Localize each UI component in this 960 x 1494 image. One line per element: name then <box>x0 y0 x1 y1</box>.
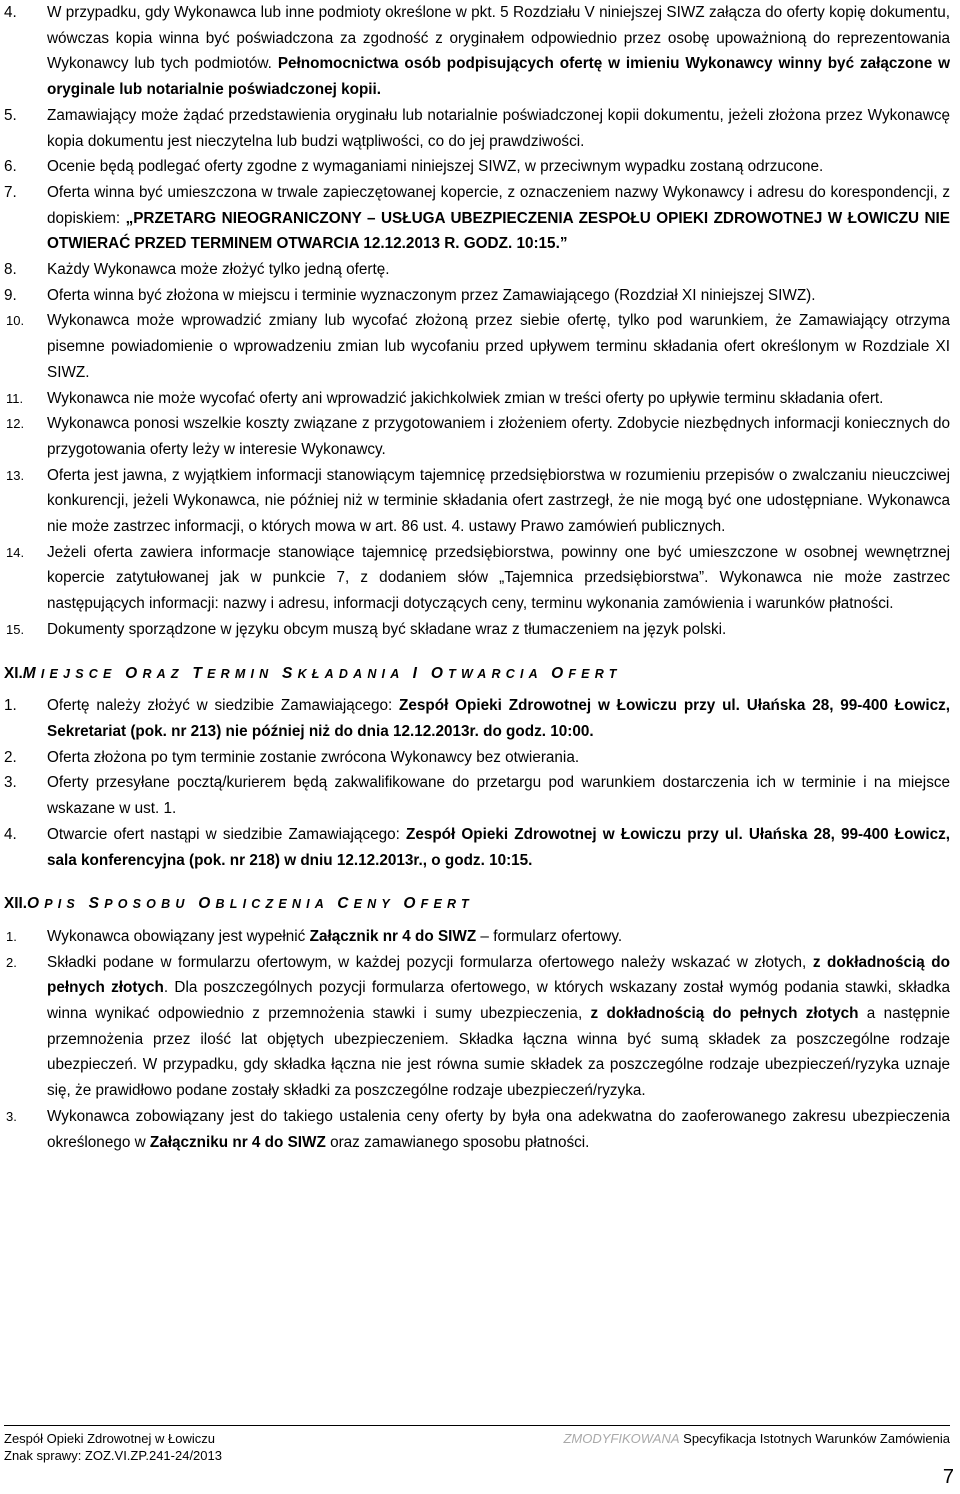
requirement-item <box>4 180 950 257</box>
document-body <box>4 0 950 1155</box>
item-text: Otwarcie ofert nastąpi w siedzibie Zamawiającego: <box>47 825 406 843</box>
item-text: Oferta winna być złożona w miejscu i terminie wyznaczonym przez Zamawiającego (Rozdział XI niniejszej SIWZ). <box>47 286 816 304</box>
item-text-bold: Załączniku nr 4 do SIWZ <box>149 1133 326 1151</box>
item-number: 14. <box>6 544 25 560</box>
item-number: 8. <box>4 261 17 279</box>
section-xi-item <box>4 745 950 771</box>
requirement-item <box>4 103 950 154</box>
item-text: Ocenie będą podlegać oferty zgodne z wymaganiami niniejszej SIWZ, w przeciwnym wypadku zostaną odrzucone. <box>47 158 824 176</box>
item-text: Wykonawca zobowiązany jest do takiego ustalenia ceny oferty by była ona adekwatna do zaoferowanego zakresu ubezpieczenia określonego w <box>47 1107 950 1151</box>
item-number: 4. <box>4 4 17 21</box>
item-number: 1. <box>4 697 17 715</box>
item-text-bold: Pełnomocnictwa osób podpisujących ofertę w imieniu Wykonawcy winny być załączone w oryginale lub notarialnie poświadczonej kopii. <box>47 55 950 99</box>
item-text: a następnie przemnożenia przez ilość lat objętych ubezpieczeniem. Składka łączna winna być sumą składek za poszczególne rodzaje ubezpieczeń. W przypadku, gdy składka łączna nie jest równa sumie składek za poszczególne rodzaje ubezpieczeń/ryzyka uznaje się, że prawidłowo podane zostały składki za poszczególne rodzaje ubezpieczeń/ryzyka. <box>47 1005 950 1100</box>
footer-org: Zespół Opieki Zdrowotnej w Łowiczu <box>4 1431 215 1446</box>
requirement-item <box>4 386 950 412</box>
item-text-bold: „PRZETARG NIEOGRANICZONY – USŁUGA UBEZPIECZENIA ZESPOŁU OPIEKI ZDROWOTNEJ W ŁOWICZU NIE OTWIERAĆ PRZED TERMINEM OTWARCIA 12.12.2013 R. GODZ. 10:15.” <box>47 209 950 253</box>
requirement-item <box>4 463 950 540</box>
item-text: Dokumenty sporządzone w języku obcym muszą być składane wraz z tłumaczeniem na język polski. <box>47 620 727 638</box>
item-text: Oferta jest jawna, z wyjątkiem informacji stanowiącym tajemnicę przedsiębiorstwa w rozumieniu przepisów o zwalczaniu nieuczciwej konkurencji, jeżeli Wykonawca, nie później niż w terminie składania ofert zastrzegł, że nie mogą być one udostępniane. Wykonawca nie może zastrzec informacji, o których mowa w art. 86 ust. 4. ustawy Prawo zamówień publicznych. <box>47 466 950 536</box>
item-number: 3. <box>6 1108 17 1124</box>
item-text: Oferty przesyłane pocztą/kurierem będą zakwalifikowane do przetargu pod warunkiem dostarczenia ich w terminie i na miejsce wskazane w ust. 1. <box>47 774 950 818</box>
page-footer <box>4 1425 950 1463</box>
footer-spec-title: Specyfikacja Istotnych Warunków Zamówienia <box>679 1431 950 1446</box>
item-number: 4. <box>4 825 17 843</box>
item-text: Oferta złożona po tym terminie zostanie zwrócona Wykonawcy bez otwierania. <box>47 748 580 766</box>
item-text-bold: z dokładnością do pełnych złotych <box>590 1005 859 1023</box>
section-xi-number: XI. <box>4 664 23 682</box>
requirement-item <box>4 257 950 283</box>
item-text: Wykonawca może wprowadzić zmiany lub wycofać złożoną przez siebie ofertę, tylko pod warunkiem, że Zamawiający otrzyma pisemne powiadomienie o wprowadzeniu zmian lub wycofaniu przed upływem terminu składania ofert określonym w Rozdziale XI SIWZ. <box>47 312 950 381</box>
item-text: W przypadku, gdy Wykonawca lub inne podmioty określone w pkt. 5 Rozdziału V niniejszej SIWZ załącza do oferty kopię dokumentu, wówczas kopia winna być poświadczona za zgodność z oryginałem odpowiednio przez osobę upoważnioną do reprezentowania Wykonawcy lub tych podmiotów. <box>47 4 950 73</box>
item-text: . Dla poszczególnych pozycji formularza ofertowego, w których wskazany został wymóg podania stawki, składka winna wynikać odpowiednio z przemnożenia stawki i sumy ubezpieczenia, <box>47 979 950 1023</box>
item-number: 13. <box>6 467 25 483</box>
section-xi-item <box>4 770 950 821</box>
item-number: 6. <box>4 158 17 176</box>
item-text: Jeżeli oferta zawiera informacje stanowiące tajemnicę przedsiębiorstwa, powinny one być umieszczone w osobnej wewnętrznej kopercie zatytułowanej jak w punkcie 7, z dodaniem słów „Tajemnica przedsiębiorstwa”. Wykonawca nie może zastrzec następujących informacji: nazwy i adresu, informacji dotyczących ceny, terminu wykonania zamówienia i warunków płatności. <box>47 543 950 613</box>
item-text-bold: Zespół Opieki Zdrowotnej w Łowiczu przy ul. Ułańska 28, 99-400 Łowicz, sala konferencyjna (pok. nr 218) w dniu 12.12.2013r., o godz. 10:15. <box>47 825 950 869</box>
item-number: 2. <box>4 748 17 766</box>
item-text: Wykonawca obowiązany jest wypełnić <box>47 927 310 945</box>
footer-modified-label: ZMODYFIKOWANA <box>563 1431 680 1446</box>
item-text-bold: Zespół Opieki Zdrowotnej w Łowiczu przy ul. Ułańska 28, 99-400 Łowicz, Sekretariat (pok. nr 213) nie później niż do dnia 12.12.2013r. do godz. 10:00. <box>47 697 950 740</box>
requirement-item <box>4 617 950 643</box>
item-text: Zamawiający może żądać przedstawienia oryginału lub notarialnie poświadczonej kopii dokumentu, jeżeli złożona przez Wykonawcę kopia dokumentu jest nieczytelna lub budzi wątpliwości, co do jej prawdziwości. <box>47 106 950 150</box>
item-text: Składki podane w formularzu ofertowym, w każdej pozycji formularza ofertowego należy wskazać w złotych, <box>47 953 813 971</box>
item-number: 1. <box>6 928 17 944</box>
item-text: Ofertę należy złożyć w siedzibie Zamawiającego: <box>47 697 400 715</box>
item-text: – formularz ofertowy. <box>476 927 623 945</box>
requirement-item <box>4 0 950 103</box>
page-number: 7 <box>942 1466 954 1488</box>
requirement-item <box>4 283 950 309</box>
requirement-item <box>4 154 950 180</box>
section-xi-list <box>4 693 950 873</box>
footer-left <box>4 1430 222 1464</box>
section-xii-heading <box>4 891 950 918</box>
item-text: Oferta winna być umieszczona w trwale zapieczętowanej kopercie, z oznaczeniem nazwy Wykonawcy i adresu do korespondencji, z dopiskiem: <box>47 183 950 227</box>
requirements-list <box>4 0 950 643</box>
item-number: 2. <box>6 954 17 970</box>
section-xii-list <box>4 924 950 1155</box>
section-xi-title: MIEJSCE ORAZ TERMIN SKŁADANIA I OTWARCIA OFERT <box>22 664 622 682</box>
section-xi-heading <box>4 661 950 688</box>
requirement-item <box>4 308 950 385</box>
section-xii-title: OPIS SPOSOBU OBLICZENIA CENY OFERT <box>26 895 474 913</box>
item-text-bold: z dokładnością do pełnych złotych <box>47 953 950 997</box>
requirement-item <box>4 540 950 617</box>
footer-case-number: Znak sprawy: ZOZ.VI.ZP.241-24/2013 <box>4 1448 222 1463</box>
item-number: 7. <box>4 183 17 201</box>
section-xi-item <box>4 822 950 873</box>
section-xi-item <box>4 693 950 744</box>
item-number: 9. <box>4 286 17 304</box>
footer-right <box>563 1430 950 1447</box>
item-text-bold: Załącznik nr 4 do SIWZ <box>309 927 477 945</box>
requirement-item <box>4 411 950 462</box>
item-text: oraz zamawianego sposobu płatności. <box>325 1133 590 1151</box>
item-text: Wykonawca ponosi wszelkie koszty związane z przygotowaniem i złożeniem oferty. Zdobycie niezbędnych informacji koniecznych do przygotowania oferty leży w interesie Wykonawcy. <box>47 415 950 458</box>
item-text: Każdy Wykonawca może złożyć tylko jedną ofertę. <box>47 261 390 279</box>
section-xii-item <box>4 1104 950 1155</box>
section-xii-item <box>4 924 950 950</box>
section-xii-item <box>4 950 950 1104</box>
item-number: 12. <box>6 416 25 432</box>
item-number: 10. <box>6 313 25 329</box>
item-text: Wykonawca nie może wycofać oferty ani wprowadzić jakichkolwiek zmian w treści oferty po upływie terminu składania ofert. <box>47 389 884 407</box>
section-xii-number: XII. <box>4 895 27 913</box>
item-number: 5. <box>4 106 17 124</box>
item-number: 3. <box>4 774 17 792</box>
item-number: 15. <box>6 621 25 637</box>
item-number: 11. <box>6 390 24 406</box>
